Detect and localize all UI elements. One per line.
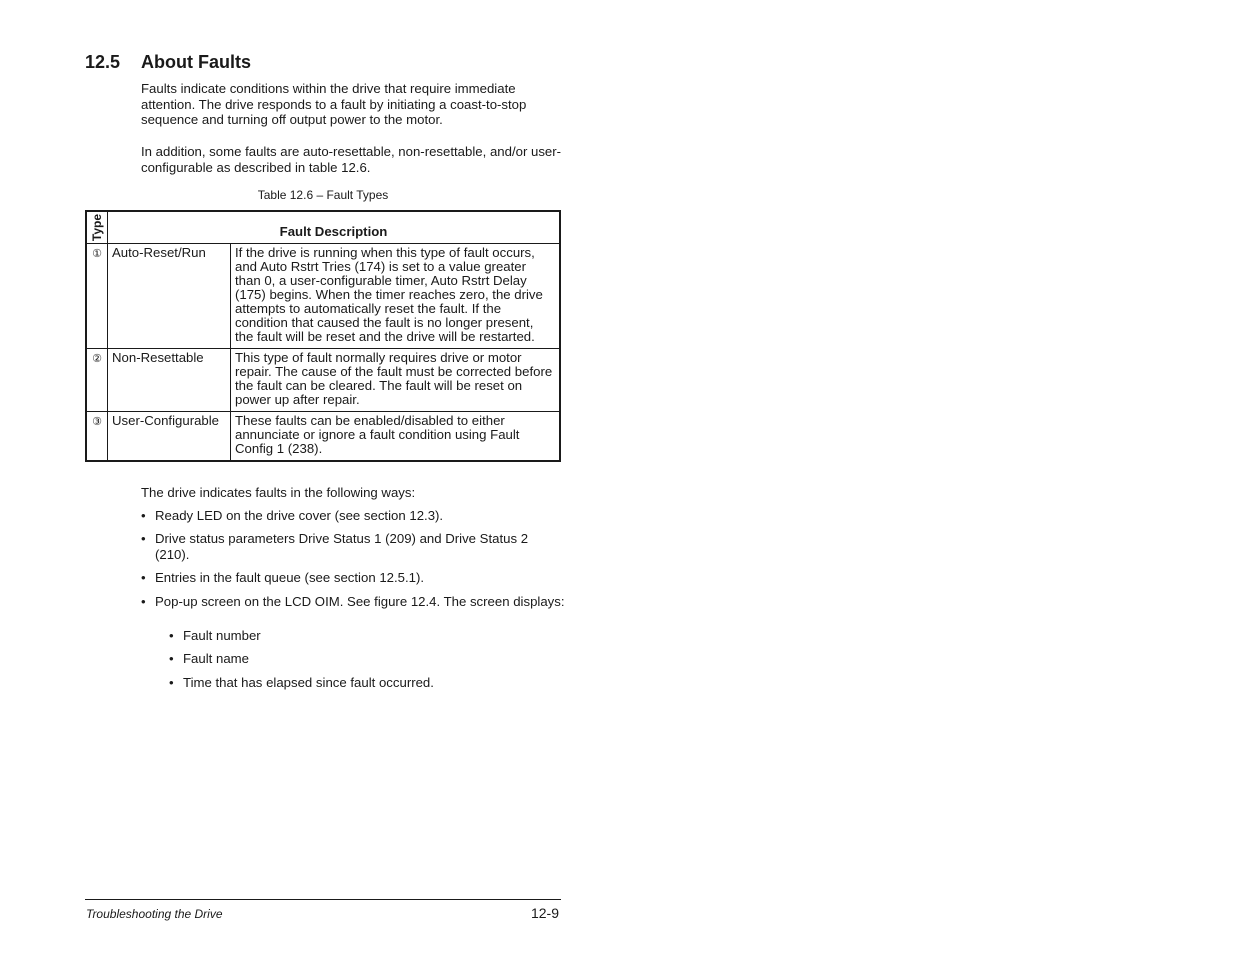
screen-display-list xyxy=(169,628,559,644)
description-column-header: Fault Description xyxy=(108,211,561,244)
screen-display-list xyxy=(169,651,559,667)
footer-chapter-title: Troubleshooting the Drive xyxy=(86,907,223,921)
table-header-row xyxy=(86,211,560,244)
indicates-lead: The drive indicates faults in the following ways: xyxy=(141,485,416,500)
fault-type-description-1: If the drive is running when this type of fault occurs, and Auto Rstrt Tries (174) is set to a value greater than 0, a user-configurable timer, Auto Rstrt Delay (175) begins. When the timer reaches zero, the drive attempts to automatically reset the fault. If the condition that caused the fault is no longer present, the fault will be reset and the drive will be restarted. xyxy=(231,244,561,349)
fault-type-description-2: This type of fault normally requires drive or motor repair. The cause of the fault must be corrected before the fault can be cleared. The fault will be reset on power up after repair. xyxy=(231,349,561,412)
page-number: 12-9 xyxy=(530,905,559,921)
type-marker-3 xyxy=(86,412,108,462)
indication-list xyxy=(141,531,566,562)
list-item: • Drive status parameters Drive Status 1 (209) and Drive Status 2 (210). xyxy=(141,531,566,562)
table-row xyxy=(86,244,560,349)
indication-list xyxy=(141,570,566,586)
fault-type-name-3: User-Configurable xyxy=(108,412,231,462)
list-item: • Pop-up screen on the LCD OIM. See figure 12.4. The screen displays: xyxy=(141,594,566,610)
section-heading xyxy=(85,52,251,73)
list-item: • Ready LED on the drive cover (see section 12.3). xyxy=(141,508,566,524)
list-item: • Entries in the fault queue (see section 12.5.1). xyxy=(141,570,566,586)
intro-paragraph-1: Faults indicate conditions within the drive that require immediate attention. The drive responds to a fault by initiating a coast-to-stop sequence and turning off output power to the motor. xyxy=(141,81,527,128)
list-item: • Fault name xyxy=(169,651,559,667)
table-caption: Table 12.6 – Fault Types xyxy=(257,188,389,202)
indication-list xyxy=(141,594,566,610)
table-row xyxy=(86,412,560,462)
indication-list xyxy=(141,508,566,524)
fault-type-name-2: Non-Resettable xyxy=(108,349,231,412)
type-header-label: Type xyxy=(90,214,104,242)
type-marker-3-text: ③ xyxy=(92,416,102,429)
type-marker-2-text: ② xyxy=(92,353,102,366)
intro-paragraph-2: In addition, some faults are auto-resettable, non-resettable, and/or user-configurable as described in table 12.6. xyxy=(141,144,562,175)
screen-display-list xyxy=(169,675,559,691)
list-item: • Fault number xyxy=(169,628,559,644)
section-title: About Faults xyxy=(141,52,251,72)
type-marker-2 xyxy=(86,349,108,412)
fault-type-name-1: Auto-Reset/Run xyxy=(108,244,231,349)
type-marker-1 xyxy=(86,244,108,349)
type-column-header xyxy=(86,211,108,244)
type-marker-1-text: ① xyxy=(92,248,102,261)
list-item: • Time that has elapsed since fault occurred. xyxy=(169,675,559,691)
fault-type-description-3: These faults can be enabled/disabled to either annunciate or ignore a fault condition using Fault Config 1 (238). xyxy=(231,412,561,462)
footer-divider xyxy=(85,899,561,900)
section-number: 12.5 xyxy=(85,52,121,72)
table-row xyxy=(86,349,560,412)
fault-types-table xyxy=(85,210,561,462)
